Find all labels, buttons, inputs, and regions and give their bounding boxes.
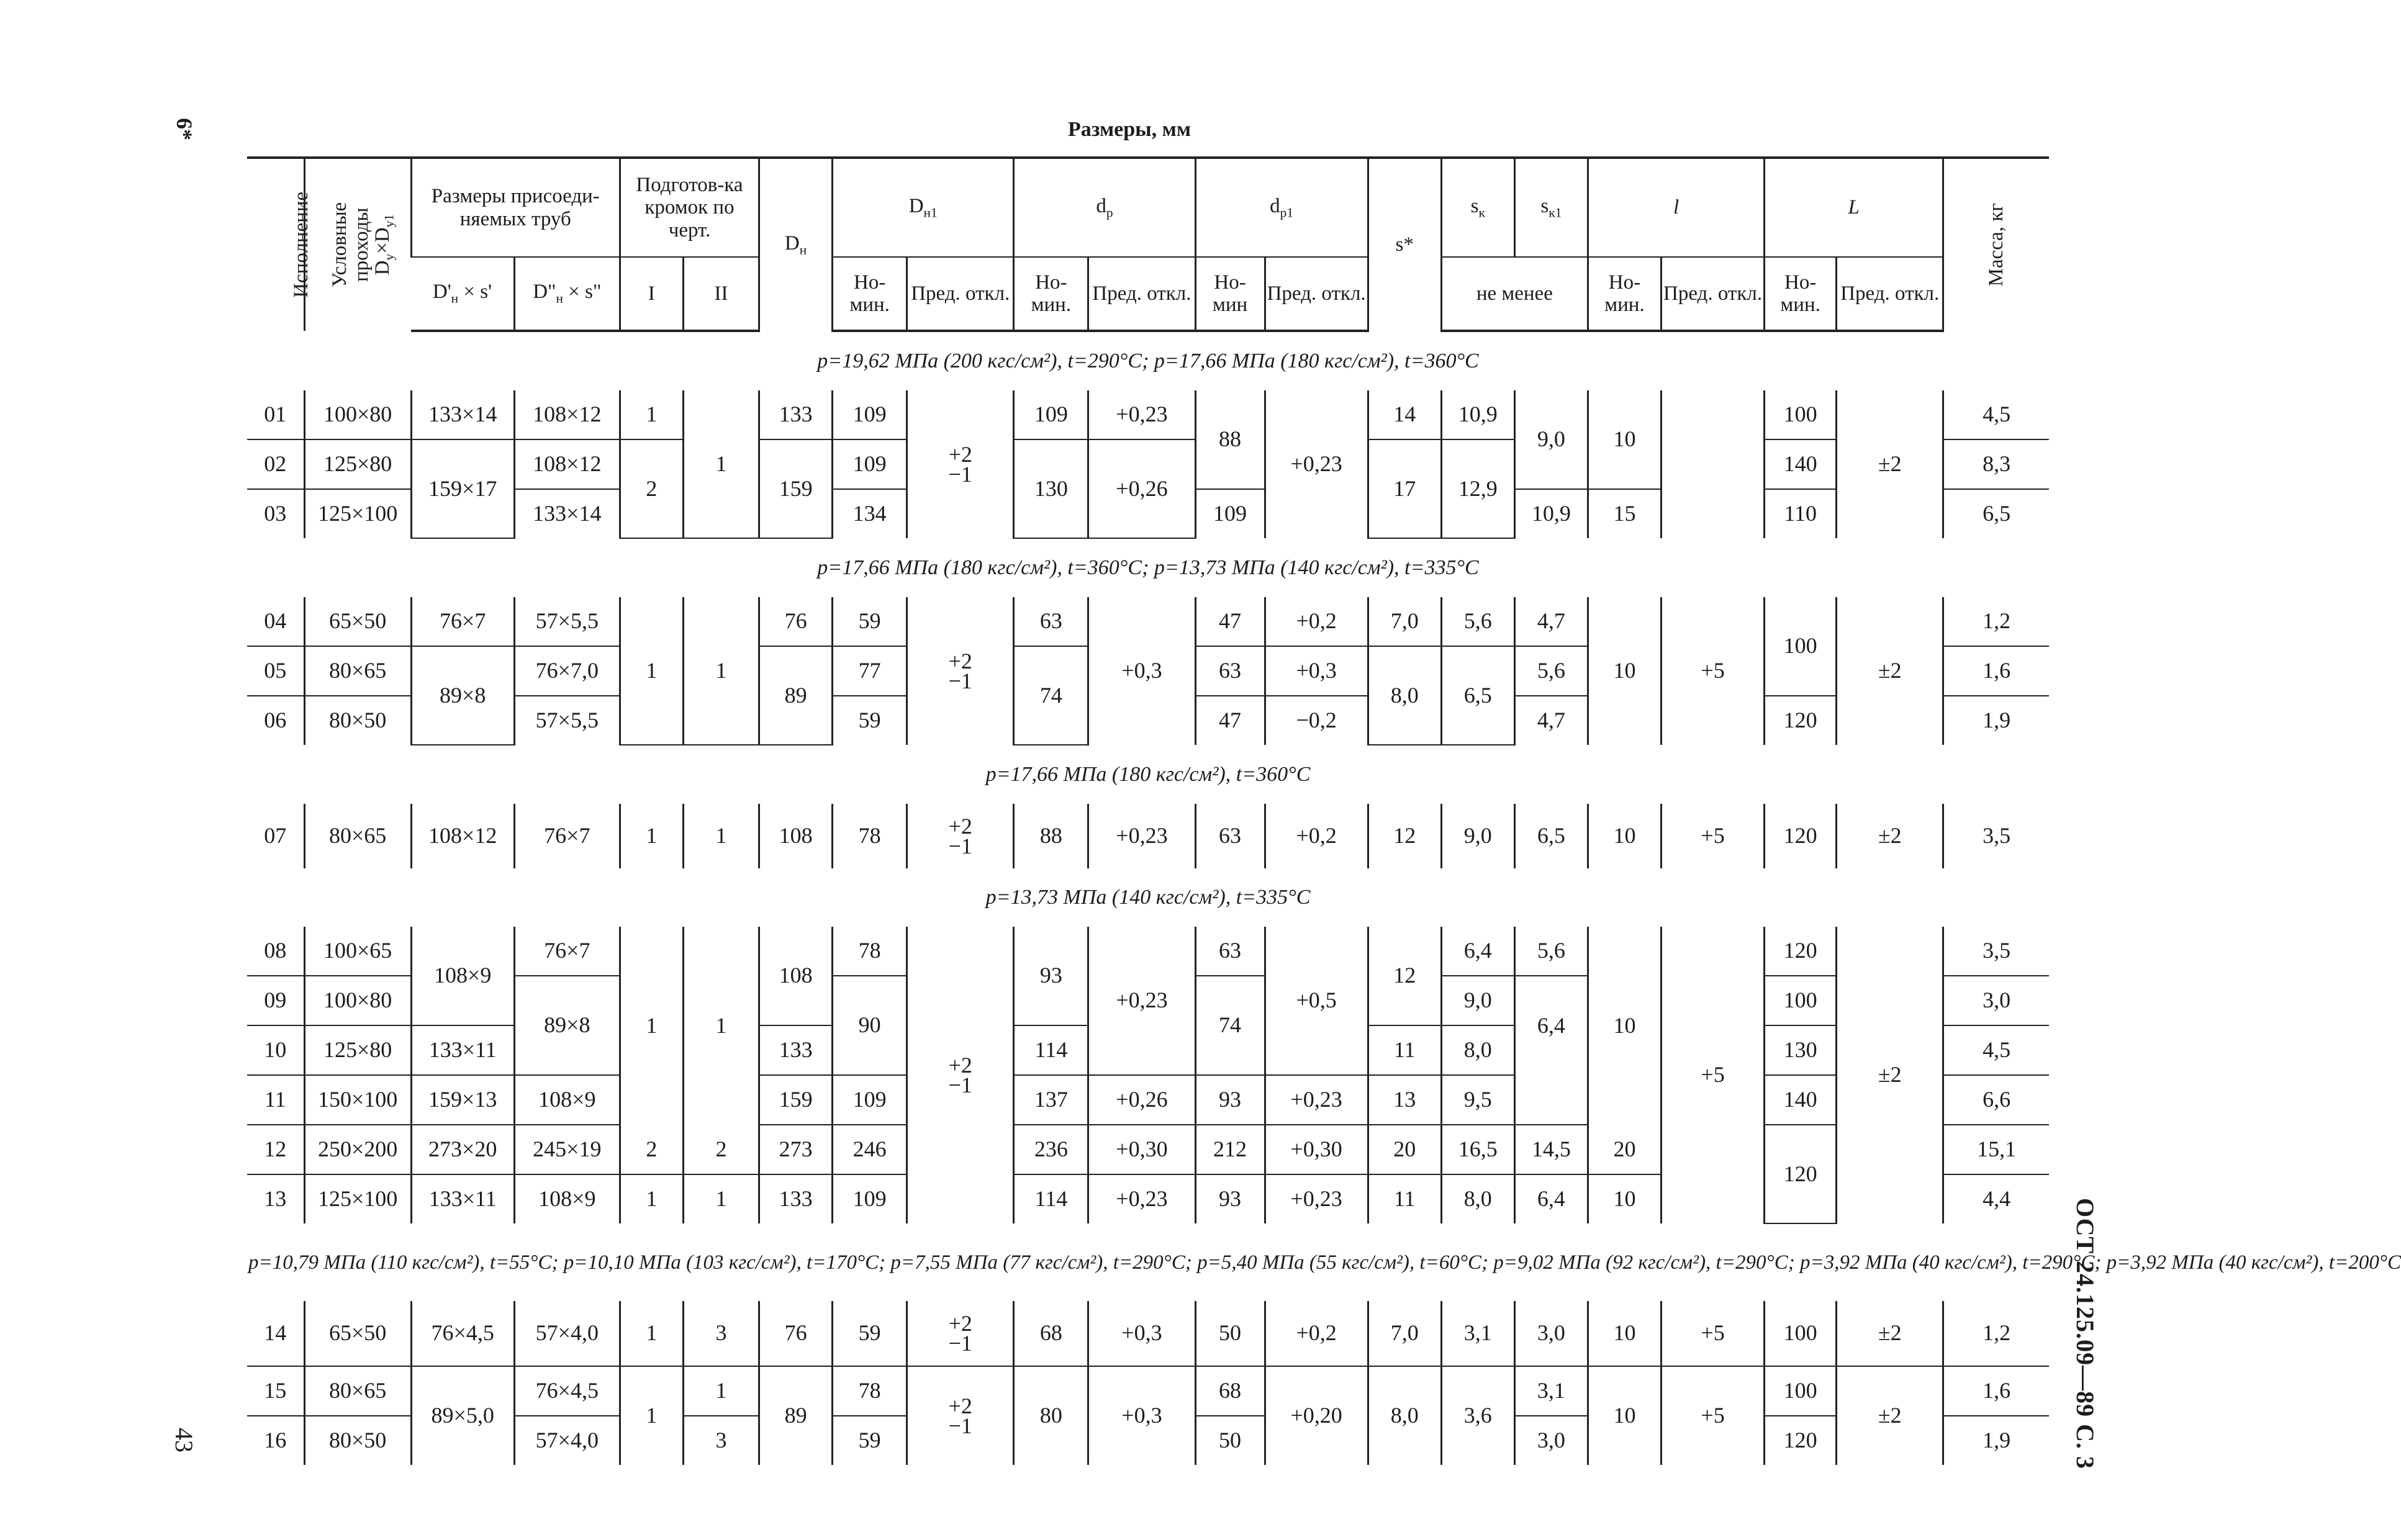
table-cell: 1,9 (1943, 696, 2049, 745)
table-cell: 133×11 (411, 1174, 514, 1223)
table-cell: 133 (759, 1025, 833, 1075)
col-dn1: $D_{н1}$ (833, 158, 1014, 257)
table-cell: 3 (683, 1416, 759, 1465)
table-cell: +0,5 (1265, 927, 1368, 1075)
standard-reference: ОСТ 24.125.09—89 С. 3 (2071, 1198, 2099, 1470)
table-cell: 03 (264, 501, 287, 526)
table-cell: 2 (620, 439, 683, 538)
table-cell: 7,0 (1368, 1301, 1441, 1366)
table-cell: 80×65 (304, 804, 411, 868)
table-cell: 6,5 (1514, 804, 1588, 868)
table-cell: 90 (833, 976, 907, 1075)
table-cell: 1,2 (1943, 1301, 2049, 1366)
table-cell: 76 (759, 597, 833, 646)
table-cell: +2 −1 (907, 927, 1014, 1223)
table-cell: 120 (1765, 1416, 1837, 1465)
table-cell: +2 −1 (907, 804, 1014, 868)
table-cell: 1 (620, 597, 683, 745)
table-cell: 108 (759, 927, 833, 1025)
table-cell: 13 (1368, 1075, 1441, 1125)
table-cell: 3,6 (1441, 1366, 1514, 1465)
col-dp-pred: Пред. откл. (1088, 257, 1195, 331)
table-row (247, 1301, 2049, 1366)
table-cell: 100×80 (304, 390, 411, 439)
table-cell: 3,0 (1514, 1301, 1588, 1366)
table-cell: 1 (683, 804, 759, 868)
table-cell: 250×200 (304, 1125, 411, 1174)
col-sk: $s_к$ (1441, 158, 1514, 257)
table-cell: 57×4,0 (514, 1301, 620, 1366)
table-cell: 57×4,0 (514, 1416, 620, 1465)
col-s: s* (1368, 158, 1441, 331)
table-cell: 12,9 (1441, 439, 1514, 538)
table-cell: 11 (247, 1075, 304, 1125)
table-cell: 133 (759, 1174, 833, 1223)
table-cell: 1 (683, 1366, 759, 1416)
table-cell: 10,9 (1441, 390, 1514, 439)
table-cell: 63 (1195, 646, 1265, 696)
col-massa: Масса, кг (1943, 158, 2049, 331)
table-cell: +0,23 (1265, 1174, 1368, 1223)
table-cell: 109 (833, 1174, 907, 1223)
table-cell: 109 (833, 439, 907, 489)
table-cell: 5,6 (1441, 597, 1514, 646)
col-ne-menee: не менее (1441, 257, 1588, 331)
table-cell: 100 (1765, 1366, 1837, 1416)
table-cell: 109 (1014, 390, 1088, 439)
table-cell: 137 (1014, 1075, 1088, 1125)
table-cell: +0,3 (1088, 597, 1195, 745)
table-cell: 88 (1014, 804, 1088, 868)
table-cell: 09 (247, 976, 304, 1025)
table-cell: 159 (759, 1075, 833, 1125)
table-cell: 159×17 (411, 439, 514, 538)
table-cell: 150×100 (304, 1075, 411, 1125)
table-cell: 11 (1368, 1025, 1441, 1075)
table-cell: ±2 (1837, 804, 1943, 868)
table-cell: 76×4,5 (514, 1366, 620, 1416)
table-row (247, 597, 2049, 646)
table-cell: p=13,73 МПа (140 кгс/см²), t=335°C (985, 886, 1311, 909)
table-cell: 89×8 (411, 646, 514, 745)
table-cell: 76×7 (514, 927, 620, 976)
table-cell: 88 (1195, 390, 1265, 489)
table-cell: 110 (1765, 489, 1837, 538)
table-cell: 125×80 (304, 1025, 411, 1075)
table-cell: 08 (247, 927, 304, 976)
table-cell: 93 (1014, 927, 1088, 1025)
col-dp: $d_р$ (1014, 158, 1195, 257)
table-cell: 20 (1368, 1125, 1441, 1174)
table-cell: 76×7 (514, 804, 620, 868)
table-cell: ±2 (1837, 597, 1943, 745)
table-cell: 1 (683, 597, 759, 745)
table-cell: 93 (1195, 1174, 1265, 1223)
table-cell: 65×50 (304, 597, 411, 646)
table-cell: 63 (1195, 927, 1265, 976)
col-l-pred: Пред. откл. (1662, 257, 1765, 331)
table-cell: 63 (1014, 597, 1088, 646)
col-dp-nomin: Но-мин. (1014, 257, 1088, 331)
table-cell: 3,1 (1514, 1366, 1588, 1416)
table-cell: 4,7 (1514, 696, 1588, 745)
table-cell: 15 (247, 1366, 304, 1416)
table-cell: 65×50 (304, 1301, 411, 1366)
table-cell: 05 (247, 646, 304, 696)
table-cell: 114 (1014, 1025, 1088, 1075)
table-cell: 108×12 (411, 804, 514, 868)
table-cell: 6,6 (1943, 1075, 2049, 1125)
table-cell: 133 (759, 390, 833, 439)
table-cell: 04 (247, 597, 304, 646)
col-ispolnenie: Исполнение (247, 158, 304, 331)
table-cell: 80 (1014, 1366, 1088, 1465)
table-cell: 120 (1765, 927, 1837, 976)
table-cell: 140 (1765, 439, 1837, 489)
section-caption (247, 868, 2049, 927)
table-cell: 68 (1014, 1301, 1088, 1366)
table-cell: 130 (1014, 439, 1088, 538)
table-cell: 3,5 (1943, 804, 2049, 868)
table-cell: +0,3 (1088, 1301, 1195, 1366)
table-cell: 63 (1195, 804, 1265, 868)
table-cell: +0,2 (1265, 804, 1368, 868)
col-dn: $D_н$ (759, 158, 833, 331)
table-cell: +0,23 (1088, 927, 1195, 1075)
table-cell: 1 (620, 927, 683, 1125)
table-row (247, 390, 2049, 439)
table-cell: 133×14 (514, 489, 620, 538)
table-cell: 100 (1765, 390, 1837, 439)
table-cell: 12 (1368, 927, 1441, 1025)
col-dp1-pred: Пред. откл. (1265, 257, 1368, 331)
table-cell: 159×13 (411, 1075, 514, 1125)
table-cell: 109 (833, 390, 907, 439)
table-cell: 1 (620, 1366, 683, 1465)
table-cell: 134 (833, 489, 907, 538)
table-cell: 3,0 (1514, 1416, 1588, 1465)
table-cell: 4,5 (1943, 1025, 2049, 1075)
table-cell: 59 (833, 1301, 907, 1366)
table-cell: 1 (683, 927, 759, 1125)
table-cell: 100 (1765, 597, 1837, 696)
col-L-pred: Пред. откл. (1837, 257, 1943, 331)
table-cell: 78 (833, 927, 907, 976)
table-cell: +0,23 (1088, 1174, 1195, 1223)
table-cell: 8,3 (1943, 439, 2049, 489)
table-cell: 246 (833, 1125, 907, 1174)
table-cell: 78 (833, 804, 907, 868)
table-cell: 76×7 (411, 597, 514, 646)
table-cell: 78 (833, 1366, 907, 1416)
table-cell: 100×80 (304, 976, 411, 1025)
corner-mark: 6* (172, 118, 197, 140)
table-cell: 1 (620, 1301, 683, 1366)
table-cell: 80×50 (304, 1416, 411, 1465)
table-cell: 11 (1368, 1174, 1441, 1223)
table-cell: 125×100 (304, 1174, 411, 1223)
table-cell: 9,5 (1441, 1075, 1514, 1125)
table-cell: 76×7,0 (514, 646, 620, 696)
table-cell: 80×65 (304, 1366, 411, 1416)
table-cell: 9,0 (1441, 804, 1514, 868)
page-number: 43 (170, 1428, 198, 1452)
table-cell: +0,2 (1265, 597, 1368, 646)
table-cell: 2 (620, 1125, 683, 1174)
col-dn2-s2: $D"_н \times s$" (514, 257, 620, 331)
table-cell: 2 (683, 1125, 759, 1174)
table-cell: 1 (620, 390, 683, 439)
table-cell: +0,26 (1088, 1075, 1195, 1125)
table-cell: 273×20 (411, 1125, 514, 1174)
table-cell: 108 (759, 804, 833, 868)
table-cell: 8,0 (1368, 1366, 1441, 1465)
table-cell: ±2 (1837, 1301, 1943, 1366)
table-cell: +5 (1662, 597, 1765, 745)
table-cell: +0,3 (1265, 646, 1368, 696)
table-cell: 93 (1195, 1075, 1265, 1125)
table-cell: 16,5 (1441, 1125, 1514, 1174)
table-cell: 3,0 (1943, 976, 2049, 1025)
table-cell: 100×65 (304, 927, 411, 976)
col-l: l (1588, 158, 1764, 257)
table-cell: +0,30 (1265, 1125, 1368, 1174)
table-cell: 100 (1765, 1301, 1837, 1366)
table-cell: +0,23 (1088, 804, 1195, 868)
col-cherti: I (620, 257, 683, 331)
table-cell: 47 (1195, 696, 1265, 745)
table-cell: 125×100 (304, 489, 411, 538)
table-cell: 4,7 (1514, 597, 1588, 646)
table-cell: 15,1 (1943, 1125, 2049, 1174)
table-cell: 1,6 (1943, 1366, 2049, 1416)
table-cell: +2 −1 (907, 1366, 1014, 1465)
table-cell: 76 (759, 1301, 833, 1366)
table-cell: 07 (264, 823, 287, 849)
table-cell: 80×65 (304, 646, 411, 696)
table-cell: ±2 (1837, 927, 1943, 1223)
col-dn1-pred: Пред. откл. (907, 257, 1014, 331)
table-cell: +0,2 (1265, 1301, 1368, 1366)
table-cell: 57×5,5 (514, 696, 620, 745)
table-cell: ±2 (1837, 390, 1943, 538)
table-cell: p=17,66 МПа (180 кгс/см²), t=360°C (985, 763, 1311, 786)
table-cell: 1,2 (1943, 597, 2049, 646)
table-cell: 89×5,0 (411, 1366, 514, 1465)
col-sk1: $s_{к1}$ (1514, 158, 1588, 257)
table-cell: +0,23 (1265, 1075, 1368, 1125)
col-chertii: II (683, 257, 759, 331)
table-cell: 8,0 (1368, 646, 1441, 745)
table-cell: 59 (833, 1416, 907, 1465)
table-cell: 10 (1588, 927, 1661, 1125)
table-cell: 6,4 (1514, 976, 1588, 1075)
table-cell: 140 (1765, 1075, 1837, 1125)
table-row (247, 804, 2049, 868)
table-cell: 10 (247, 1025, 304, 1075)
table-cell: 120 (1765, 1125, 1837, 1223)
table-cell: 108×9 (514, 1075, 620, 1125)
table-cell: 133×11 (411, 1025, 514, 1075)
table-cell: 125×80 (304, 439, 411, 489)
col-l-nomin: Но-мин. (1588, 257, 1661, 331)
table-cell: 74 (1195, 976, 1265, 1075)
table-cell: 10 (1588, 1301, 1661, 1366)
section-caption (247, 1223, 2049, 1301)
table-cell (1662, 390, 1765, 538)
table-cell: +5 (1662, 804, 1765, 868)
table-cell: 12 (247, 1125, 304, 1174)
table-cell: 9,0 (1514, 390, 1588, 489)
table-row (247, 1366, 2049, 1416)
table-cell: 10 (1588, 597, 1661, 745)
table-cell: 57×5,5 (514, 597, 620, 646)
table-cell: 4,5 (1943, 390, 2049, 439)
table-cell: 77 (833, 646, 907, 696)
table-title: Размеры, мм (1068, 118, 1191, 141)
col-dp1: $d_{р1}$ (1195, 158, 1368, 257)
table-cell: 47 (1195, 597, 1265, 646)
table-cell: 76×4,5 (411, 1301, 514, 1366)
table-cell: 02 (247, 439, 304, 489)
table-cell: +0,23 (1088, 390, 1195, 439)
table-cell: 10 (1588, 804, 1661, 868)
col-razmery-trub: Размеры присоеди-няемых труб (411, 158, 620, 257)
table-cell: 108×9 (411, 927, 514, 1025)
table-cell: 236 (1014, 1125, 1088, 1174)
table-cell: 3,1 (1441, 1301, 1514, 1366)
table-cell: −0,2 (1265, 696, 1368, 745)
table-cell: 1 (683, 390, 759, 538)
table-cell: 59 (833, 597, 907, 646)
table-cell: +2 −1 (907, 1301, 1014, 1366)
table-cell: 100 (1765, 976, 1837, 1025)
table-cell: 3,5 (1943, 927, 2049, 976)
table-cell: 108×9 (514, 1174, 620, 1223)
table-cell: p=17,66 МПа (180 кгс/см²), t=360°C; p=13,73 МПа (140 кгс/см²), t=335°C (817, 556, 1479, 580)
table-cell: 50 (1195, 1301, 1265, 1366)
table-cell: 108×12 (514, 439, 620, 489)
table-cell: 5,6 (1514, 646, 1588, 696)
table-cell: 4,4 (1943, 1174, 2049, 1223)
table-cell: 80×50 (304, 696, 411, 745)
table-cell: 20 (1588, 1125, 1661, 1174)
col-L-nomin: Но-мин. (1765, 257, 1837, 331)
table-cell: 10 (1588, 390, 1661, 489)
table-cell: +0,26 (1088, 439, 1195, 538)
table-cell: 59 (833, 696, 907, 745)
table-cell: 9,0 (1441, 976, 1514, 1025)
table-cell: 06 (264, 708, 287, 733)
table-cell: 5,6 (1514, 927, 1588, 976)
table-cell: 8,0 (1441, 1025, 1514, 1075)
table-cell: +5 (1662, 927, 1765, 1223)
table-cell: 14 (1368, 390, 1441, 439)
table-cell: 16 (264, 1428, 287, 1453)
table-cell: 159 (759, 439, 833, 538)
table-cell: 01 (247, 390, 304, 439)
col-dn1-nomin: Но-мин. (833, 257, 907, 331)
table-cell: 114 (1014, 1174, 1088, 1223)
table-cell: 15 (1588, 489, 1661, 538)
table-cell: 120 (1765, 696, 1837, 745)
table-cell: 68 (1195, 1366, 1265, 1416)
table-cell: 50 (1195, 1416, 1265, 1465)
table-cell: +2 −1 (907, 390, 1014, 538)
table-row (247, 439, 2049, 489)
table-cell: 89×8 (514, 976, 620, 1075)
section-caption (247, 538, 2049, 597)
table-cell: 89 (759, 646, 833, 745)
table-cell: 1 (683, 1174, 759, 1223)
table-cell: 74 (1014, 646, 1088, 745)
table-cell: 130 (1765, 1025, 1837, 1075)
table-cell: 212 (1195, 1125, 1265, 1174)
table-cell: 1 (620, 804, 683, 868)
table-cell: 245×19 (514, 1125, 620, 1174)
table-cell: 6,4 (1514, 1174, 1588, 1223)
table-cell: 133×14 (411, 390, 514, 439)
table-cell: p=10,79 МПа (110 кгс/см²), t=55°C; p=10,10 МПа (103 кгс/см²), t=170°C; p=7,55 МПа (77 кгс/см²), t=290°C; p=5,40 МПа (55 кгс/см²), t=60°C; p=9,02 МПа (92 кгс/см²), t=290°C; p=3,92 МПа (40 кгс/см²), t=290°C; p=3,92 МПа (40 кгс/см²), t=200°C (248, 1251, 2401, 1274)
table-cell: 120 (1765, 804, 1837, 868)
table-cell: p=19,62 МПа (200 кгс/см²), t=290°C; p=17,66 МПа (180 кгс/см²), t=360°C (817, 349, 1479, 373)
table-cell: 3 (683, 1301, 759, 1366)
table-cell: +5 (1662, 1366, 1765, 1465)
table-row (247, 1125, 2049, 1174)
table-cell: 6,4 (1441, 927, 1514, 976)
table-row (247, 1075, 2049, 1125)
col-uslovnye: Условные проходы $D_y\times D_{y1}$ (304, 158, 411, 331)
table-cell: +0,23 (1265, 390, 1368, 538)
table-cell: 13 (264, 1186, 287, 1212)
table-cell: 1,6 (1943, 646, 2049, 696)
col-podgotovka: Подготов-ка кромок по черт. (620, 158, 759, 257)
table-cell: +0,30 (1088, 1125, 1195, 1174)
section-caption (247, 331, 2049, 390)
table-cell: +5 (1662, 1301, 1765, 1366)
col-dn1-s1: $D'_н \times s'$ (411, 257, 514, 331)
table-cell: ±2 (1837, 1366, 1943, 1465)
table-cell: 10,9 (1514, 489, 1588, 538)
table-cell: 108×12 (514, 390, 620, 439)
table-cell: 6,5 (1441, 646, 1514, 745)
table-cell: 12 (1368, 804, 1441, 868)
table-cell: 273 (759, 1125, 833, 1174)
col-L: L (1765, 158, 1943, 257)
table-cell: +0,3 (1088, 1366, 1195, 1465)
table-cell: 10 (1588, 1174, 1661, 1223)
table-cell: 8,0 (1441, 1174, 1514, 1223)
table-cell: 1 (620, 1174, 683, 1223)
table-cell: 109 (833, 1075, 907, 1125)
table-row (247, 927, 2049, 976)
table-cell: 14,5 (1514, 1125, 1588, 1174)
table-cell: 17 (1368, 439, 1441, 538)
table-cell: 109 (1195, 489, 1265, 538)
table-cell: +2 −1 (907, 597, 1014, 745)
table-cell: 10 (1588, 1366, 1661, 1465)
table-cell: 14 (247, 1301, 304, 1366)
col-dp1-nomin: Но-мин (1195, 257, 1265, 331)
table-cell: 89 (759, 1366, 833, 1465)
table-cell: 7,0 (1368, 597, 1441, 646)
section-caption (247, 745, 2049, 804)
table-cell: 1,9 (1943, 1416, 2049, 1465)
table-cell: +0,20 (1265, 1366, 1368, 1465)
table-cell: 6,5 (1943, 489, 2049, 538)
table-cell (1514, 1075, 1588, 1125)
